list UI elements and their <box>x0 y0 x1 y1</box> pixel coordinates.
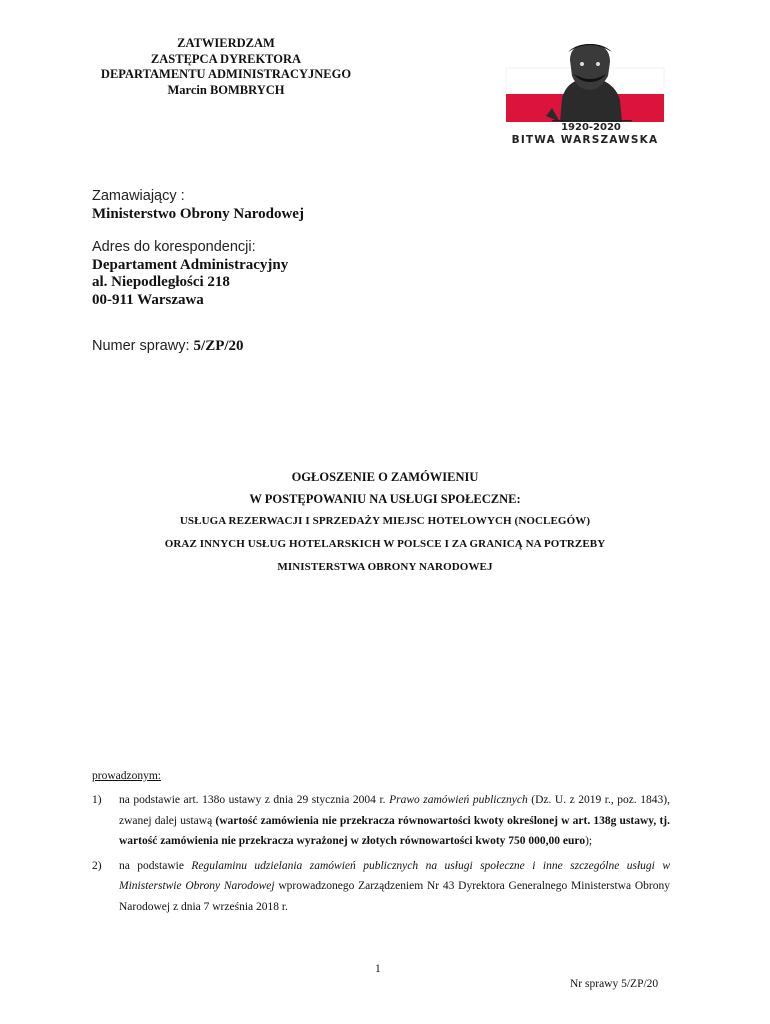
notice-subject-line: MINISTERSTWA OBRONY NARODOWEJ <box>277 561 493 573</box>
case-number-value: 5/ZP/20 <box>193 338 244 354</box>
item-text: na podstawie art. 138o ustawy z dnia 29 stycznia 2004 r. <box>119 794 390 806</box>
correspondence-address <box>92 239 288 309</box>
logo-years: 1920-2020 <box>561 122 621 133</box>
legal-basis-list <box>92 790 670 921</box>
notice-subject-line: USŁUGA REZERWACJI I SPRZEDAŻY MIEJSC HOTELOWYCH (NOCLEGÓW) <box>179 515 591 527</box>
item-text: ); <box>585 835 593 847</box>
approver-name: Marcin BOMBRYCH <box>167 82 285 97</box>
list-item <box>92 856 670 918</box>
approval-block <box>90 36 362 98</box>
item-act-title: Prawo zamówień publicznych <box>389 794 528 806</box>
item-value-clause: (wartość zamówienia nie przekracza równowartości kwoty określonej w art. 138g ustawy, tj. wartość zamówienia nie przekracza wyrażonej w złotych równowartości kwoty 750 000,00 euro <box>119 814 670 847</box>
bitwa-warszawska-logo <box>500 38 670 150</box>
logo-name: BITWA WARSZAWSKA <box>511 134 659 146</box>
case-number-label: Numer sprawy: <box>92 338 194 354</box>
correspondence-label: Adres do korespondencji: <box>92 239 256 255</box>
address-line: al. Niepodległości 218 <box>92 274 230 290</box>
item-text: (Dz. U. z 2019 r., poz. 1843), zwanej dalej ustawą <box>119 794 671 827</box>
footer-case-number: Nr sprawy 5/ZP/20 <box>570 978 659 990</box>
portrait-flag-icon <box>500 38 670 130</box>
ordering-party-label: Zamawiający : <box>92 188 185 204</box>
item-text: na podstawie <box>119 859 192 872</box>
intro-text: prowadzonym: <box>92 770 161 782</box>
page-number: 1 <box>375 963 381 975</box>
notice-subject-line: ORAZ INNYCH USŁUG HOTELARSKICH W POLSCE I ZA GRANICĄ NA POTRZEBY <box>164 538 606 550</box>
notice-title: OGŁOSZENIE O ZAMÓWIENIU <box>291 470 479 484</box>
approval-line: ZATWIERDZAM <box>177 36 275 50</box>
item-regulation-title: Regulaminu udzielania zamówień publicznych na usługi społeczne i inne szczególne usługi w Ministerstwie Obrony Narodowej <box>119 859 670 892</box>
list-item <box>92 790 670 852</box>
approval-line: DEPARTAMENTU ADMINISTRACYJNEGO <box>100 67 352 81</box>
list-item-number: 1) <box>92 794 102 806</box>
address-line: 00-911 Warszawa <box>92 291 204 308</box>
list-item-number: 2) <box>92 859 102 872</box>
address-line: Departament Administracyjny <box>92 256 289 273</box>
item-text: wprowadzonego Zarządzeniem Nr 43 Dyrektora Generalnego Ministerstwa Obrony Narodowej z dnia 7 września 2018 r. <box>119 880 670 913</box>
approval-line: ZASTĘPCA DYREKTORA <box>150 51 302 66</box>
ordering-party <box>92 188 304 223</box>
case-number <box>92 338 244 356</box>
ordering-party-name: Ministerstwo Obrony Narodowej <box>92 205 304 222</box>
notice-subtitle: W POSTĘPOWANIU NA USŁUGI SPOŁECZNE: <box>249 492 521 506</box>
